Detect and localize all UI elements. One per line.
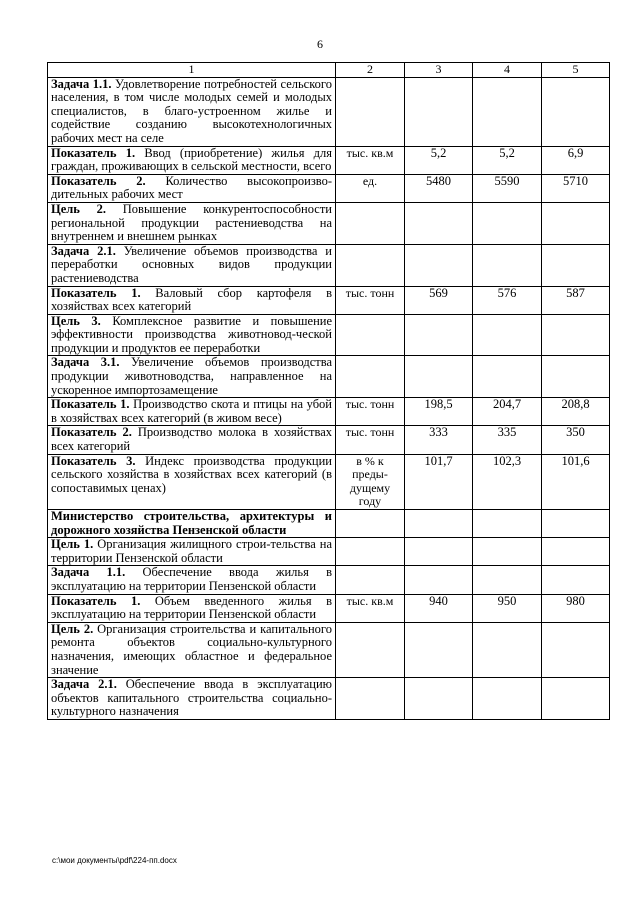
row-description [48, 566, 336, 594]
row-lead: Задача 3.1. [51, 355, 120, 370]
table-row [48, 538, 610, 566]
row-value-2 [473, 510, 542, 538]
row-text: Повышение конкурентоспособности региональной продукции растениеводства на внутреннем и внешнем рынках [51, 201, 332, 244]
row-value-1 [405, 538, 473, 566]
row-description [48, 622, 336, 677]
row-text: Производство молока в хозяйствах всех категорий [51, 425, 333, 454]
table-header-row [48, 63, 610, 78]
row-description [48, 174, 336, 202]
table-row [48, 314, 610, 356]
row-lead: Задача 1.1. [51, 76, 112, 91]
row-value-2 [473, 202, 542, 244]
row-description [48, 286, 336, 314]
row-value-3: 208,8 [542, 398, 610, 426]
row-unit [336, 510, 405, 538]
row-value-3 [542, 77, 610, 146]
row-lead: Показатель 1. [51, 593, 141, 608]
row-value-2: 5,2 [473, 146, 542, 174]
table-row [48, 286, 610, 314]
row-description [48, 244, 336, 286]
row-value-1 [405, 566, 473, 594]
row-value-1 [405, 622, 473, 677]
row-text: Производство скота и птицы на убой в хозяйствах всех категорий (в живом весе) [51, 397, 333, 425]
row-text: Индекс производства продукции сельского хозяйства в хозяйствах всех категорий (в сопоставимых ценах) [51, 453, 332, 495]
row-description [48, 314, 336, 356]
row-value-3: 980 [542, 594, 610, 622]
row-value-2: 204,7 [473, 398, 542, 426]
row-text: Количество высокопроизво-дительных рабочих мест [51, 173, 332, 202]
row-lead: Показатель 1. [51, 145, 136, 160]
row-value-3: 587 [542, 286, 610, 314]
row-value-3 [542, 510, 610, 538]
table-row [48, 594, 610, 622]
row-unit: тыс. тонн [336, 286, 405, 314]
row-value-1 [405, 202, 473, 244]
row-value-2: 950 [473, 594, 542, 622]
row-value-2 [473, 538, 542, 566]
row-value-3: 350 [542, 426, 610, 454]
row-description [48, 426, 336, 454]
row-lead: Показатель 3. [51, 453, 136, 468]
row-value-2 [473, 678, 542, 720]
row-description [48, 202, 336, 244]
table-row [48, 244, 610, 286]
row-value-3 [542, 566, 610, 594]
row-value-2 [473, 356, 542, 398]
row-value-2: 335 [473, 426, 542, 454]
row-text: Удовлетворение потребностей сельского населения, в том числе молодых семей и молодых специалистов, в благо-устроенном жилье и содействие созданию высокотехнологичных рабочих мест на селе [51, 76, 332, 145]
page-number: 6 [317, 37, 323, 51]
row-text: Объем введенного жилья в эксплуатацию на территории Пензенской области [51, 593, 332, 622]
table-row [48, 174, 610, 202]
table-row [48, 202, 610, 244]
row-value-2: 5590 [473, 174, 542, 202]
row-value-2 [473, 244, 542, 286]
indicators-table [47, 62, 610, 720]
row-unit [336, 314, 405, 356]
row-value-1 [405, 314, 473, 356]
row-lead: Показатель 1. [51, 397, 130, 412]
row-lead: Показатель 2. [51, 173, 146, 188]
row-unit [336, 566, 405, 594]
row-value-1: 5480 [405, 174, 473, 202]
row-lead: Показатель 1. [51, 285, 141, 300]
row-value-1: 101,7 [405, 454, 473, 509]
row-value-1 [405, 678, 473, 720]
row-lead: Задача 2.1. [51, 243, 116, 258]
row-unit [336, 202, 405, 244]
row-lead: Цель 1. [51, 537, 94, 552]
row-value-3 [542, 622, 610, 677]
row-text: Комплексное развитие и повышение эффективности производства животновод-ческой продукции и продуктов ее переработки [51, 313, 333, 355]
row-unit: ед. [336, 174, 405, 202]
row-value-2: 102,3 [473, 454, 542, 509]
row-description [48, 678, 336, 720]
row-value-3: 5710 [542, 174, 610, 202]
header-cell-3: 3 [405, 63, 473, 78]
row-unit: тыс. кв.м [336, 146, 405, 174]
row-value-1 [405, 356, 473, 398]
header-cell-5: 5 [542, 63, 610, 78]
row-text: Обеспечение ввода в эксплуатацию объектов капитального строительства социально-культурного назначения [51, 677, 333, 719]
row-value-2 [473, 314, 542, 356]
row-value-1 [405, 77, 473, 146]
row-value-3 [542, 356, 610, 398]
row-unit [336, 244, 405, 286]
row-value-2 [473, 622, 542, 677]
row-description [48, 510, 336, 538]
row-text: Обеспечение ввода жилья в эксплуатацию на территории Пензенской области [51, 565, 332, 593]
row-value-3: 101,6 [542, 454, 610, 509]
row-text: Увеличение объемов производства продукции животноводства, направленное на ускоренное импортозамещение [51, 355, 333, 397]
row-unit [336, 77, 405, 146]
row-value-2 [473, 77, 542, 146]
table-row [48, 678, 610, 720]
row-lead: Задача 2.1. [51, 677, 117, 692]
row-text: Валовый сбор картофеля в хозяйствах всех категорий [51, 285, 333, 314]
row-value-1: 5,2 [405, 146, 473, 174]
row-lead: Цель 3. [51, 313, 101, 328]
table-row [48, 146, 610, 174]
row-value-3 [542, 314, 610, 356]
row-unit [336, 538, 405, 566]
row-value-3: 6,9 [542, 146, 610, 174]
row-unit: тыс. тонн [336, 398, 405, 426]
table-row [48, 622, 610, 677]
table-row [48, 398, 610, 426]
row-unit: в % к преды-дущему году [336, 454, 405, 509]
row-description [48, 538, 336, 566]
file-path-footer: c:\мои документы\pdf\224-пп.docx [52, 856, 177, 865]
row-value-3 [542, 538, 610, 566]
row-lead: Задача 1.1. [51, 565, 126, 580]
row-description [48, 454, 336, 509]
row-unit [336, 622, 405, 677]
row-value-3 [542, 678, 610, 720]
row-value-1 [405, 510, 473, 538]
table-row [48, 454, 610, 509]
header-cell-2: 2 [336, 63, 405, 78]
row-unit: тыс. тонн [336, 426, 405, 454]
table-row [48, 356, 610, 398]
row-lead: Показатель 2. [51, 425, 132, 440]
row-description [48, 356, 336, 398]
row-value-3 [542, 202, 610, 244]
row-value-3 [542, 244, 610, 286]
row-lead: Цель 2. [51, 621, 94, 636]
row-value-1: 569 [405, 286, 473, 314]
row-description [48, 77, 336, 146]
table-row [48, 510, 610, 538]
table-row [48, 77, 610, 146]
row-lead: Министерство строительства, архитектуры и дорожного хозяйства Пензенской области [51, 509, 332, 537]
row-description [48, 146, 336, 174]
row-unit: тыс. кв.м [336, 594, 405, 622]
row-value-2: 576 [473, 286, 542, 314]
row-lead: Цель 2. [51, 201, 107, 216]
row-text: Увеличение объемов производства и переработки основных видов продукции растениеводства [51, 243, 332, 285]
header-cell-1: 1 [48, 63, 336, 78]
row-unit [336, 678, 405, 720]
row-unit [336, 356, 405, 398]
row-value-1 [405, 244, 473, 286]
row-text: Организация жилищного строи-тельства на территории Пензенской области [51, 537, 332, 565]
header-cell-4: 4 [473, 63, 542, 78]
row-text: Организация строительства и капитального ремонта объектов социально-культурного назначения, имеющих областное и федеральное значение [51, 621, 332, 677]
table-row [48, 566, 610, 594]
row-value-1: 333 [405, 426, 473, 454]
row-value-1: 198,5 [405, 398, 473, 426]
table-row [48, 426, 610, 454]
row-text: Ввод (приобретение) жилья для граждан, проживающих в сельской местности, всего [51, 145, 333, 174]
row-value-1: 940 [405, 594, 473, 622]
row-description [48, 398, 336, 426]
row-description [48, 594, 336, 622]
row-value-2 [473, 566, 542, 594]
